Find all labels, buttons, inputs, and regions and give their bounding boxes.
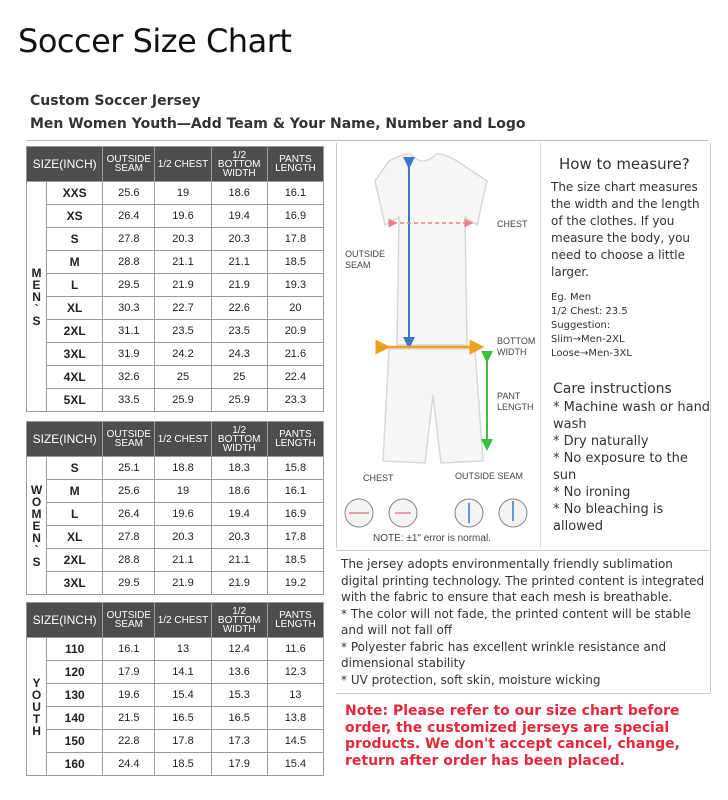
care-list <box>553 399 713 535</box>
value-cell: 15.4 <box>155 684 211 707</box>
value-cell: 20.3 <box>155 228 211 251</box>
example-line: Suggestion: <box>551 320 611 331</box>
table-row <box>27 684 324 707</box>
table-row <box>27 526 324 549</box>
header-cell: PANTS LENGTH <box>267 422 323 457</box>
value-cell: 20.3 <box>155 526 211 549</box>
fabric-feature: * UV protection, soft skin, moisture wicking <box>341 672 601 687</box>
value-cell: 19.3 <box>267 274 323 297</box>
value-cell: 25.1 <box>103 457 155 480</box>
example-line: Loose→Men-3XL <box>551 348 632 359</box>
value-cell: 26.4 <box>103 503 155 526</box>
value-cell: 17.8 <box>155 730 211 753</box>
value-cell: 22.6 <box>211 297 267 320</box>
value-cell: 17.8 <box>267 228 323 251</box>
value-cell: 16.1 <box>267 182 323 205</box>
value-cell: 16.1 <box>267 480 323 503</box>
bottom-width-label: BOTTOM WIDTH <box>497 336 536 357</box>
table-row <box>27 707 324 730</box>
size-cell: XL <box>47 297 103 320</box>
value-cell: 14.1 <box>155 661 211 684</box>
value-cell: 23.3 <box>267 389 323 412</box>
header-cell: PANTS LENGTH <box>267 147 323 182</box>
value-cell: 21.1 <box>211 251 267 274</box>
order-note: Note: Please refer to our size chart before order, the customized jerseys are special products. We don't accept cancel, change, return after order has been placed. <box>345 703 680 769</box>
page-title: Soccer Size Chart <box>18 22 292 60</box>
value-cell: 14.5 <box>267 730 323 753</box>
size-cell: S <box>47 228 103 251</box>
jersey-shape <box>375 154 487 345</box>
subtitle-product: Custom Soccer Jersey <box>30 93 201 109</box>
value-cell: 23.5 <box>211 320 267 343</box>
value-cell: 19.4 <box>211 205 267 228</box>
how-to-measure-title: How to measure? <box>559 155 690 173</box>
value-cell: 18.5 <box>267 549 323 572</box>
table-row <box>27 274 324 297</box>
value-cell: 13 <box>267 684 323 707</box>
header-cell: OUTSIDE SEAM <box>103 422 155 457</box>
value-cell: 15.8 <box>267 457 323 480</box>
header-size: SIZE(INCH) <box>27 422 103 457</box>
value-cell: 21.1 <box>155 251 211 274</box>
subtitle-description: Men Women Youth—Add Team & Your Name, Number and Logo <box>30 116 526 132</box>
header-cell: 1/2 BOTTOM WIDTH <box>211 422 267 457</box>
error-note: NOTE: ±1" error is normal. <box>373 533 491 544</box>
header-cell: 1/2 CHEST <box>155 422 211 457</box>
example-line: Eg. Men <box>551 292 592 303</box>
header-size: SIZE(INCH) <box>27 147 103 182</box>
value-cell: 18.6 <box>211 480 267 503</box>
value-cell: 25.6 <box>103 182 155 205</box>
value-cell: 21.6 <box>267 343 323 366</box>
value-cell: 25 <box>211 366 267 389</box>
chest-label: CHEST <box>497 219 528 229</box>
value-cell: 24.4 <box>103 753 155 776</box>
value-cell: 21.9 <box>155 274 211 297</box>
table-row <box>27 297 324 320</box>
value-cell: 33.5 <box>103 389 155 412</box>
value-cell: 15.4 <box>267 753 323 776</box>
measure-detail-icons <box>345 499 527 527</box>
table-row <box>27 730 324 753</box>
value-cell: 22.8 <box>103 730 155 753</box>
mens-size-table <box>26 146 324 412</box>
size-cell: 110 <box>47 638 103 661</box>
value-cell: 19.6 <box>155 503 211 526</box>
care-item: * Dry naturally <box>553 434 649 449</box>
size-cell: XS <box>47 205 103 228</box>
group-label: M E N ` S <box>27 182 47 412</box>
value-cell: 19.6 <box>103 684 155 707</box>
value-cell: 16.9 <box>267 503 323 526</box>
table-row <box>27 366 324 389</box>
value-cell: 18.5 <box>155 753 211 776</box>
care-item: * No ironing <box>553 485 631 500</box>
value-cell: 28.8 <box>103 549 155 572</box>
size-cell: L <box>47 503 103 526</box>
value-cell: 19.6 <box>155 205 211 228</box>
value-cell: 12.4 <box>211 638 267 661</box>
size-cell: 150 <box>47 730 103 753</box>
value-cell: 31.9 <box>103 343 155 366</box>
value-cell: 21.9 <box>211 274 267 297</box>
value-cell: 21.9 <box>155 572 211 595</box>
shorts-shape <box>383 349 483 463</box>
table-row <box>27 753 324 776</box>
table-row <box>27 320 324 343</box>
size-cell: 2XL <box>47 549 103 572</box>
header-cell: 1/2 CHEST <box>155 603 211 638</box>
value-cell: 17.9 <box>211 753 267 776</box>
value-cell: 15.3 <box>211 684 267 707</box>
size-cell: 4XL <box>47 366 103 389</box>
value-cell: 16.5 <box>155 707 211 730</box>
group-label: W O M E N ` S <box>27 457 47 595</box>
example-line: 1/2 Chest: 23.5 <box>551 306 628 317</box>
care-title: Care instructions <box>553 381 672 397</box>
value-cell: 22.7 <box>155 297 211 320</box>
table-row <box>27 343 324 366</box>
value-cell: 17.3 <box>211 730 267 753</box>
chest-detail-label: CHEST <box>363 473 394 483</box>
table-row <box>27 480 324 503</box>
size-cell: M <box>47 480 103 503</box>
value-cell: 27.8 <box>103 228 155 251</box>
divider <box>26 140 708 141</box>
fabric-description <box>341 556 711 688</box>
header-cell: 1/2 BOTTOM WIDTH <box>211 603 267 638</box>
value-cell: 18.8 <box>155 457 211 480</box>
value-cell: 17.9 <box>103 661 155 684</box>
size-cell: 120 <box>47 661 103 684</box>
value-cell: 31.1 <box>103 320 155 343</box>
size-cell: S <box>47 457 103 480</box>
value-cell: 19.2 <box>267 572 323 595</box>
value-cell: 16.9 <box>267 205 323 228</box>
care-item: * No exposure to the sun <box>553 451 688 483</box>
value-cell: 29.5 <box>103 274 155 297</box>
value-cell: 16.5 <box>211 707 267 730</box>
value-cell: 24.3 <box>211 343 267 366</box>
header-cell: 1/2 CHEST <box>155 147 211 182</box>
value-cell: 13.6 <box>211 661 267 684</box>
size-cell: XL <box>47 526 103 549</box>
value-cell: 32.6 <box>103 366 155 389</box>
value-cell: 28.8 <box>103 251 155 274</box>
fabric-paragraph: The jersey adopts environmentally friendly sublimation digital printing technology. The printed content is integrated with the fabric to ensure that each mesh is breathable. <box>341 557 705 604</box>
value-cell: 29.5 <box>103 572 155 595</box>
value-cell: 25.9 <box>211 389 267 412</box>
value-cell: 18.5 <box>267 251 323 274</box>
divider <box>710 143 711 693</box>
table-row <box>27 638 324 661</box>
fabric-feature: * The color will not fade, the printed content will be stable and will not fall off <box>341 606 691 637</box>
divider <box>336 550 710 551</box>
value-cell: 27.8 <box>103 526 155 549</box>
table-row <box>27 457 324 480</box>
value-cell: 25.6 <box>103 480 155 503</box>
example-line: Slim→Men-2XL <box>551 334 625 345</box>
size-cell: 140 <box>47 707 103 730</box>
value-cell: 21.9 <box>211 572 267 595</box>
value-cell: 21.1 <box>211 549 267 572</box>
value-cell: 11.6 <box>267 638 323 661</box>
value-cell: 25 <box>155 366 211 389</box>
value-cell: 16.1 <box>103 638 155 661</box>
outside-seam-label: OUTSIDE SEAM <box>345 249 386 270</box>
value-cell: 23.5 <box>155 320 211 343</box>
value-cell: 30.3 <box>103 297 155 320</box>
value-cell: 20.3 <box>211 526 267 549</box>
group-label: Y O U T H <box>27 638 47 776</box>
value-cell: 24.2 <box>155 343 211 366</box>
table-row <box>27 251 324 274</box>
size-cell: 3XL <box>47 572 103 595</box>
pant-length-label: PANT LENGTH <box>497 391 534 412</box>
measurement-diagram <box>336 143 537 548</box>
header-size: SIZE(INCH) <box>27 603 103 638</box>
care-item: * No bleaching is allowed <box>553 502 664 534</box>
table-row <box>27 503 324 526</box>
divider <box>336 693 710 694</box>
size-cell: 160 <box>47 753 103 776</box>
value-cell: 21.1 <box>155 549 211 572</box>
size-cell: 2XL <box>47 320 103 343</box>
value-cell: 18.6 <box>211 182 267 205</box>
youth-size-table <box>26 602 324 776</box>
header-cell: 1/2 BOTTOM WIDTH <box>211 147 267 182</box>
value-cell: 25.9 <box>155 389 211 412</box>
value-cell: 26.4 <box>103 205 155 228</box>
table-row <box>27 572 324 595</box>
value-cell: 20.3 <box>211 228 267 251</box>
value-cell: 20.9 <box>267 320 323 343</box>
value-cell: 19 <box>155 480 211 503</box>
header-cell: PANTS LENGTH <box>267 603 323 638</box>
value-cell: 19.4 <box>211 503 267 526</box>
table-row <box>27 661 324 684</box>
header-cell: OUTSIDE SEAM <box>103 147 155 182</box>
value-cell: 21.5 <box>103 707 155 730</box>
size-cell: 130 <box>47 684 103 707</box>
value-cell: 12.3 <box>267 661 323 684</box>
size-cell: M <box>47 251 103 274</box>
how-to-measure-text: The size chart measures the width and the length of the clothes. If you measure the body, you need to choose a little larger. <box>551 180 700 279</box>
table-row <box>27 182 324 205</box>
header-cell: OUTSIDE SEAM <box>103 603 155 638</box>
table-row <box>27 389 324 412</box>
outside-seam-detail-label: OUTSIDE SEAM <box>455 471 524 481</box>
how-to-measure-panel <box>540 143 711 548</box>
value-cell: 18.3 <box>211 457 267 480</box>
example-box <box>551 291 711 361</box>
table-row <box>27 205 324 228</box>
value-cell: 13.8 <box>267 707 323 730</box>
value-cell: 13 <box>155 638 211 661</box>
value-cell: 20 <box>267 297 323 320</box>
womens-size-table <box>26 421 324 595</box>
size-cell: 3XL <box>47 343 103 366</box>
size-cell: XXS <box>47 182 103 205</box>
value-cell: 17.8 <box>267 526 323 549</box>
table-row <box>27 549 324 572</box>
table-row <box>27 228 324 251</box>
size-cell: 5XL <box>47 389 103 412</box>
value-cell: 22.4 <box>267 366 323 389</box>
care-item: * Machine wash or hand wash <box>553 400 711 432</box>
fabric-feature: * Polyester fabric has excellent wrinkle resistance and dimensional stability <box>341 639 667 670</box>
value-cell: 19 <box>155 182 211 205</box>
size-cell: L <box>47 274 103 297</box>
